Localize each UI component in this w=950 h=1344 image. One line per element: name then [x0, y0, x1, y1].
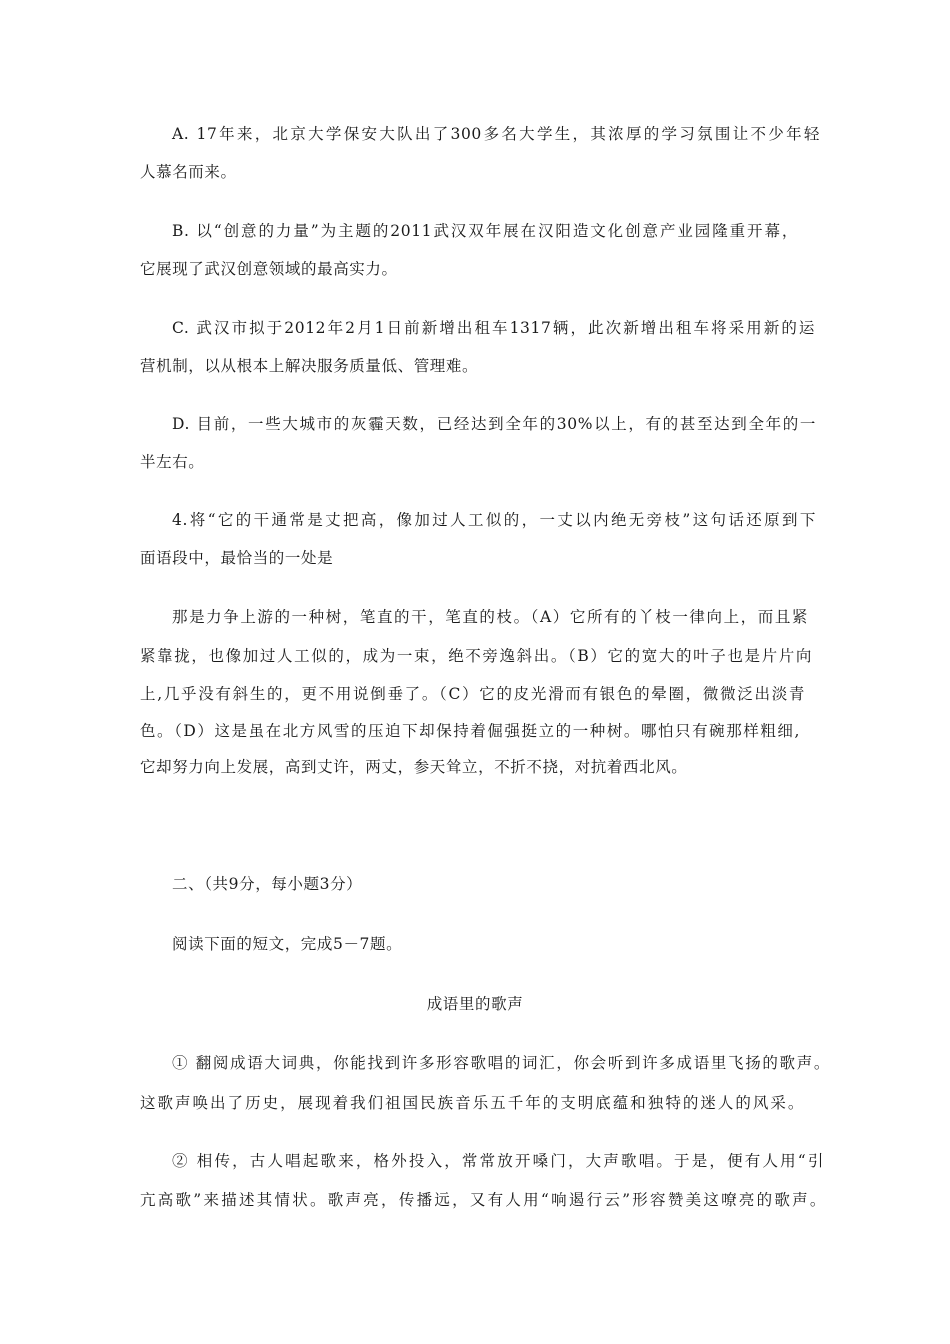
option-b-line-2: 它展现了武汉创意领域的最高实力。	[140, 260, 398, 278]
option-d-line-2: 半左右。	[140, 453, 205, 471]
option-b-line-1: B. 以“创意的力量”为主题的2011武汉双年展在汉阳造文化创意产业园隆重开幕，	[172, 222, 798, 240]
passage-line-1: 那是力争上游的一种树，笔直的干，笔直的枝。（A）它所有的丫枝一律向上，而且紧	[172, 608, 808, 626]
option-d-line-1: D. 目前，一些大城市的灰霾天数，已经达到全年的30%以上，有的甚至达到全年的一	[172, 415, 816, 433]
question-4-line-2: 面语段中，最恰当的一处是	[140, 549, 334, 567]
question-4-line-1: 4.将“它的干通常是丈把高，像加过人工似的，一丈以内绝无旁枝”这句话还原到下	[172, 511, 816, 529]
article-para-1-line-1: ① 翻阅成语大词典，你能找到许多形容歌唱的词汇，你会听到许多成语里飞扬的歌声。	[172, 1054, 830, 1072]
article-para-2-line-2: 亢高歌”来描述其情状。歌声亮，传播远，又有人用“响遏行云”形容赞美这嘹亮的歌声。	[140, 1191, 826, 1209]
option-c-line-1: C. 武汉市拟于2012年2月1日前新增出租车1317辆，此次新增出租车将采用新的运	[172, 319, 815, 337]
passage-line-3: 上,几乎没有斜生的，更不用说倒垂了。（C）它的皮光滑而有银色的晕圈，微微泛出淡青	[140, 685, 805, 703]
article-para-1-line-2: 这歌声唤出了历史，展现着我们祖国民族音乐五千年的支明底蕴和独特的迷人的风采。	[140, 1094, 804, 1112]
option-a-line-2: 人慕名而来。	[140, 163, 237, 181]
passage-line-5: 它却努力向上发展，高到丈许，两丈，参天耸立，不折不挠，对抗着西北风。	[140, 758, 688, 776]
section-2-instruction: 阅读下面的短文，完成5－7题。	[172, 935, 403, 953]
passage-line-4: 色。（D）这是虽在北方风雪的压迫下却保持着倔强挺立的一种树。哪怕只有碗那样粗细,	[140, 722, 800, 740]
article-para-2-line-1: ② 相传，古人唱起歌来，格外投入，常常放开嗓门，大声歌唱。于是，便有人用“引	[172, 1152, 824, 1170]
option-c-line-2: 营机制，以从根本上解决服务质量低、管理难。	[140, 357, 479, 375]
section-2-heading: 二、（共9分，每小题3分）	[172, 875, 363, 893]
article-title: 成语里的歌声	[426, 995, 524, 1013]
option-a-line-1: A. 17年来，北京大学保安大队出了300多名大学生，其浓厚的学习氛围让不少年轻	[172, 125, 820, 143]
passage-line-2: 紧靠拢，也像加过人工似的，成为一束，绝不旁逸斜出。（B）它的宽大的叶子也是片片向	[140, 647, 812, 665]
